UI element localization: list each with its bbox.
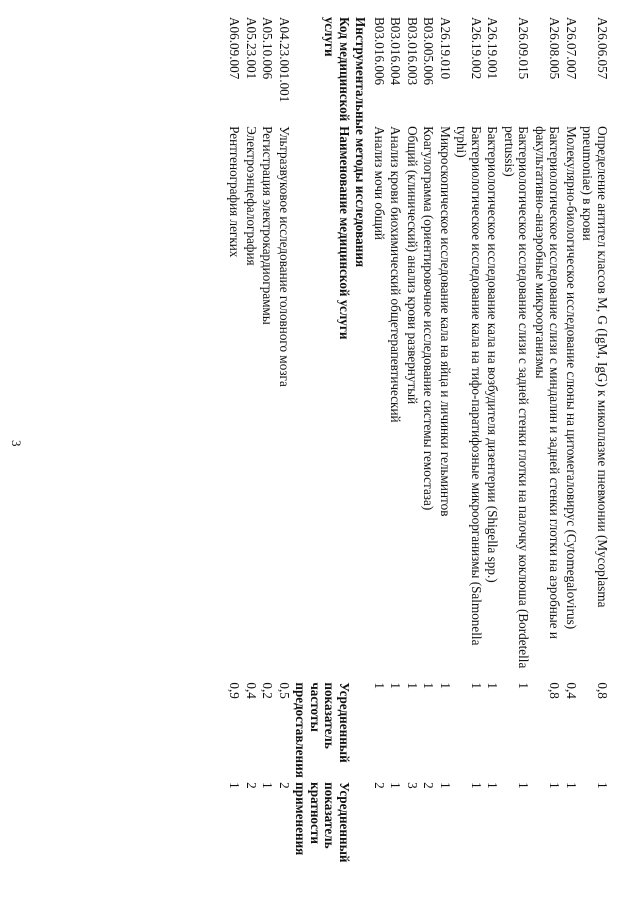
frequency-value: 0,2 (260, 682, 276, 699)
service-code: B03.016.003 (404, 17, 420, 86)
table-row (242, 15, 259, 880)
table-row (453, 15, 484, 880)
multiplicity-value: 1 (563, 782, 579, 789)
services-table (226, 15, 610, 880)
instrumental-services-rows (226, 15, 292, 880)
frequency-value: 0,4 (243, 682, 259, 699)
frequency-value: 1 (468, 682, 484, 689)
service-name: Определение антител классов M, G (IgM, IgG) к микоплазме пневмонии (Mycoplasma pneumoniae) в крови (580, 126, 610, 608)
frequency-value: 0,5 (276, 682, 292, 699)
service-name: Электроэнцефалография (243, 126, 259, 266)
section-title: Инструментальные методы исследования (353, 17, 369, 268)
service-name: Молекулярно-биологическое исследование слюны на цитомегаловирус (Cytomegalovirus) (563, 126, 579, 630)
service-code: A26.19.010 (437, 17, 453, 80)
lab-services-rows (370, 15, 610, 880)
service-name: Микроскопическое исследование кала на яйца и личинки гельминтов (437, 126, 453, 517)
table-row (226, 15, 243, 880)
multiplicity-value: 2 (276, 782, 292, 789)
service-code: A06.09.007 (227, 17, 243, 80)
multiplicity-value: 2 (243, 782, 259, 789)
service-code: A26.06.057 (595, 17, 610, 80)
service-code: A26.07.007 (563, 17, 579, 80)
table-row (259, 15, 276, 880)
table-row (436, 15, 453, 880)
table-row (387, 15, 404, 880)
frequency-value: 1 (485, 682, 501, 689)
service-name: Бактериологическое исследование слизи с миндалин и задней стенки глотки на аэробные и факультативно-анаэробные микроорганизмы (532, 126, 563, 639)
multiplicity-value: 1 (516, 782, 532, 789)
multiplicity-value: 1 (260, 782, 276, 789)
service-name: Общий (клинический) анализ крови развернутый (404, 126, 420, 405)
service-code: A26.19.002 (468, 17, 484, 80)
service-name: Бактериологическое исследование кала на тифо-паратифозные микроорганизмы (Salmonella typhi) (454, 126, 484, 646)
table-row (500, 15, 531, 880)
service-code: A26.09.015 (516, 17, 532, 80)
document-sheet (5, 15, 610, 885)
table-row (579, 15, 610, 880)
service-code: A04.23.001.001 (276, 17, 292, 103)
service-name: Бактериологическое исследование кала на возбудителя дизентерии (Shigella spp.) (485, 126, 501, 583)
header-code: Код медицинской услуги (322, 17, 352, 122)
service-code: A26.19.001 (485, 17, 501, 80)
frequency-value: 1 (421, 682, 437, 689)
instrumental-section (292, 15, 371, 880)
table-row (531, 15, 562, 880)
service-code: B03.016.004 (388, 17, 404, 86)
table-row (484, 15, 501, 880)
multiplicity-value: 2 (371, 782, 387, 789)
service-name: Анализ мочи общий (371, 126, 387, 240)
table-row (562, 15, 579, 880)
frequency-value: 0,8 (595, 682, 610, 699)
frequency-value: 1 (404, 682, 420, 689)
service-name: Регистрация электрокардиограммы (260, 126, 276, 325)
table-row (275, 15, 292, 880)
header-name: Наименование медицинской услуги (336, 126, 352, 340)
multiplicity-value: 1 (485, 782, 501, 789)
frequency-value: 1 (371, 682, 387, 689)
service-name: Ультразвуковое исследование головного мозга (276, 126, 292, 387)
service-code: A05.10.006 (260, 17, 276, 80)
multiplicity-value: 1 (547, 782, 563, 789)
service-name: Рентгенография легких (227, 126, 243, 258)
service-name: Бактериологическое исследование слизи с задней стенки глотки на палочку коклюша (Bordetella pertussis) (501, 126, 532, 669)
frequency-value: 1 (516, 682, 532, 689)
frequency-value: 0,8 (547, 682, 563, 699)
frequency-value: 0,9 (227, 682, 243, 699)
page-number: 3 (9, 440, 24, 447)
service-code: A26.08.005 (547, 17, 563, 80)
service-code: B03.005.006 (421, 17, 437, 86)
frequency-value: 1 (437, 682, 453, 689)
section-title-row (352, 15, 371, 880)
multiplicity-value: 1 (437, 782, 453, 789)
service-code: A05.23.001 (243, 17, 259, 80)
multiplicity-value: 1 (227, 782, 243, 789)
service-name: Коагулограмма (ориентировочное исследование системы гемостаза) (421, 126, 437, 511)
multiplicity-value: 2 (421, 782, 437, 789)
table-row (403, 15, 420, 880)
multiplicity-value: 3 (404, 782, 420, 789)
table-row (420, 15, 437, 880)
service-code: B03.016.006 (371, 17, 387, 86)
frequency-value: 1 (388, 682, 404, 689)
table-row (370, 15, 387, 880)
header-frequency: Усредненный показатель частоты предоставления (293, 682, 352, 778)
multiplicity-value: 1 (468, 782, 484, 789)
table-header-row (292, 15, 352, 880)
multiplicity-value: 1 (388, 782, 404, 789)
multiplicity-value: 1 (595, 782, 610, 789)
service-name: Анализ крови биохимический общетерапевтический (388, 126, 404, 423)
frequency-value: 0,4 (563, 682, 579, 699)
header-multiplicity: Усредненный показатель кратности применения (293, 782, 352, 863)
